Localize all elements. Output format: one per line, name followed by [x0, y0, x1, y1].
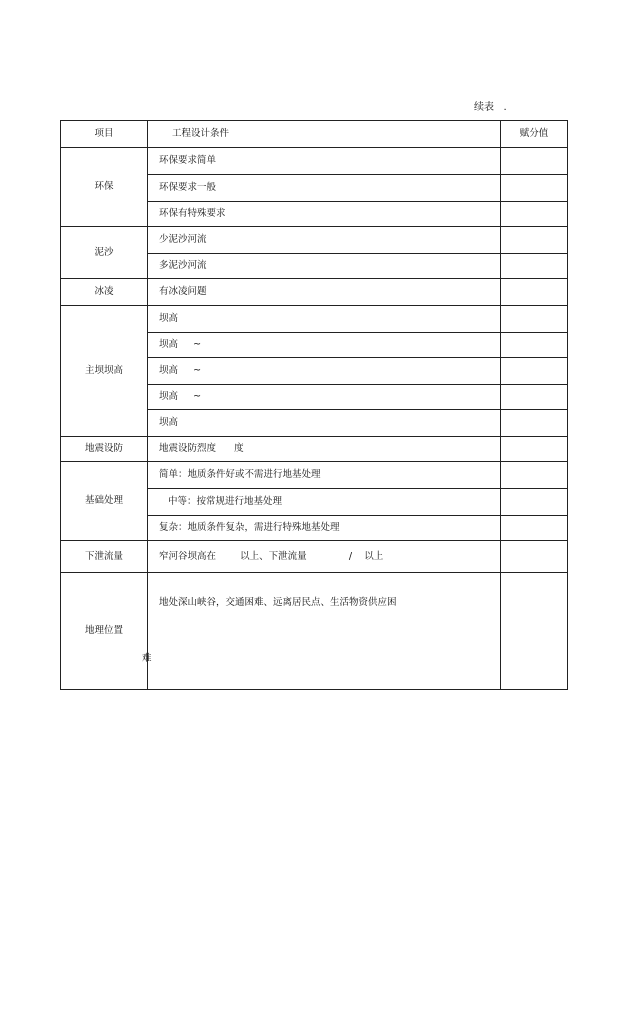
group-label-ice: 冰凌: [61, 279, 148, 306]
header-score: 赋分值: [501, 121, 568, 148]
score-cell: [501, 175, 568, 202]
score-cell: [501, 573, 568, 690]
table-row: [61, 573, 568, 690]
score-cell: [501, 279, 568, 306]
group-label-location: 地理位置: [61, 573, 148, 690]
condition-cell: 窄河谷坝高在 以上、下泄流量 / 以上: [148, 541, 501, 573]
condition-cell: 环保有特殊要求: [148, 202, 501, 227]
group-label-dam: 主坝坝高: [61, 306, 148, 437]
header-condition: 工程设计条件: [148, 121, 501, 148]
condition-cell: 环保要求一般: [148, 175, 501, 202]
location-line-2: 难: [142, 653, 152, 664]
condition-cell: 中等：按常规进行地基处理: [148, 489, 501, 516]
score-cell: [501, 385, 568, 410]
condition-cell: 多泥沙河流: [148, 254, 501, 279]
condition-cell: 环保要求简单: [148, 148, 501, 175]
design-conditions-table: [60, 120, 568, 690]
header-item: 项目: [61, 121, 148, 148]
condition-cell: 有冰凌问题: [148, 279, 501, 306]
condition-cell: 少泥沙河流: [148, 227, 501, 254]
table-row: [61, 306, 568, 333]
score-cell: [501, 148, 568, 175]
condition-cell: 地震设防烈度 度: [148, 437, 501, 462]
condition-cell: [142, 573, 501, 690]
table-header-row: [61, 121, 568, 148]
continued-label: 续表 .: [474, 102, 507, 113]
table-row: [61, 462, 568, 489]
table-row: [61, 541, 568, 573]
score-cell: [501, 306, 568, 333]
score-cell: [501, 437, 568, 462]
score-cell: [501, 541, 568, 573]
group-label-discharge: 下泄流量: [61, 541, 148, 573]
score-cell: [501, 462, 568, 489]
score-cell: [501, 254, 568, 279]
score-cell: [501, 202, 568, 227]
condition-cell: 坝高: [148, 306, 501, 333]
group-label-seismic: 地震设防: [61, 437, 148, 462]
condition-cell: 坝高 ~: [148, 358, 501, 385]
condition-cell: 坝高 ~: [148, 333, 501, 358]
group-label-silt: 泥沙: [61, 227, 148, 279]
location-line-1: 地处深山峡谷，交通困难、远离居民点、生活物资供应困: [159, 597, 397, 608]
condition-cell: 坝高: [148, 410, 501, 437]
score-cell: [501, 489, 568, 516]
condition-cell: 简单：地质条件好或不需进行地基处理: [148, 462, 501, 489]
score-cell: [501, 516, 568, 541]
score-cell: [501, 410, 568, 437]
table-row: [61, 148, 568, 175]
group-label-foundation: 基础处理: [61, 462, 148, 541]
score-cell: [501, 358, 568, 385]
group-label-env: 环保: [61, 148, 148, 227]
condition-cell: 复杂：地质条件复杂，需进行特殊地基处理: [148, 516, 501, 541]
table-row: [61, 227, 568, 254]
score-cell: [501, 333, 568, 358]
condition-cell: 坝高 ~: [148, 385, 501, 410]
table-row: [61, 279, 568, 306]
score-cell: [501, 227, 568, 254]
table-row: [61, 437, 568, 462]
